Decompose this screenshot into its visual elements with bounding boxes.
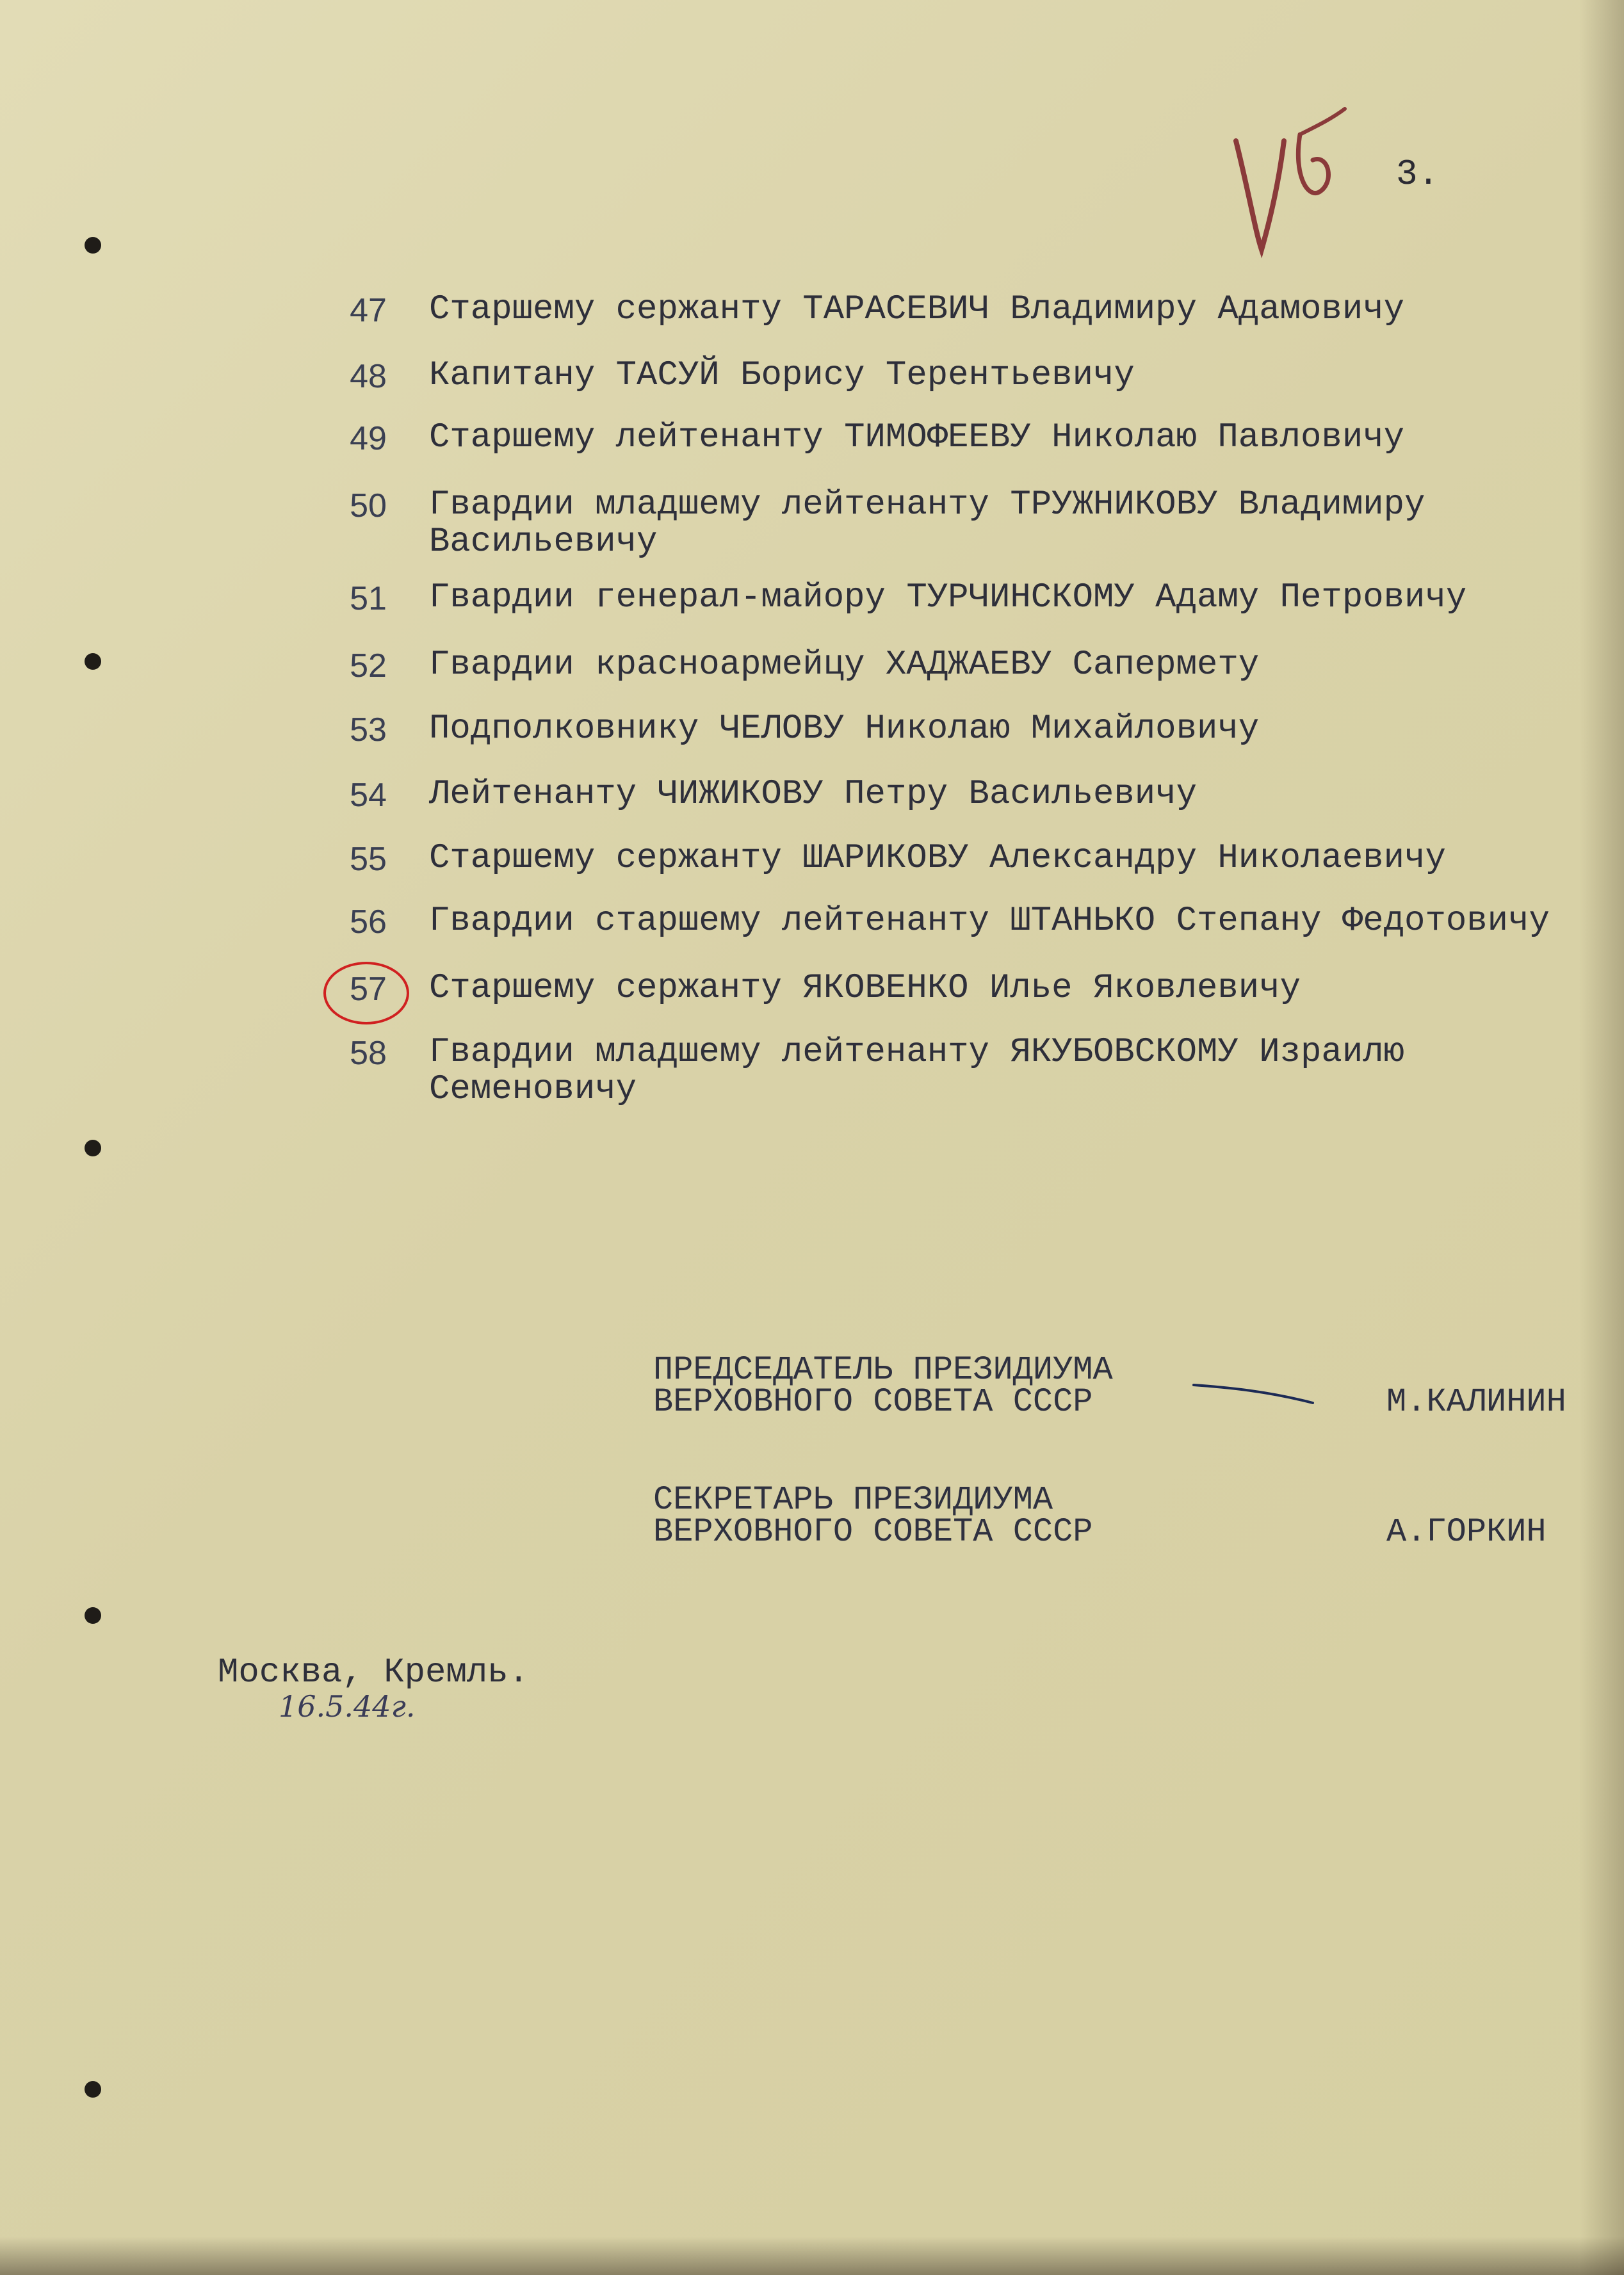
binder-hole — [85, 1140, 101, 1156]
entry-text: Гвардии старшему лейтенанту ШТАНЬКО Степану Федотовичу — [429, 902, 1550, 941]
entry-text: Гвардии генерал-майору ТУРЧИНСКОМУ Адаму Петровичу — [429, 578, 1467, 617]
binder-hole — [85, 237, 101, 254]
page-edge-shadow — [1579, 0, 1624, 2275]
entry-number: 49 — [350, 420, 387, 457]
entry-text: Гвардии младшему лейтенанту ТРУЖНИКОВУ Владимиру Васильевичу — [429, 485, 1425, 562]
entry-text: Старшему сержанту ЯКОВЕНКО Илье Яковлевичу — [429, 969, 1301, 1008]
entry-text: Гвардии красноармейцу ХАДЖАЕВУ Сапермету — [429, 645, 1260, 684]
entry-number: 57 — [350, 971, 387, 1008]
entry-number: 56 — [350, 903, 387, 941]
entry-number: 50 — [350, 487, 387, 524]
binder-hole — [85, 1607, 101, 1624]
entry-text: Подполковнику ЧЕЛОВУ Николаю Михайловичу — [429, 709, 1260, 749]
entry-text: Старшему сержанту ТАРАСЕВИЧ Владимиру Адамовичу — [429, 290, 1405, 329]
binder-hole — [85, 2081, 101, 2098]
entry-text: Капитану ТАСУЙ Борису Терентьевичу — [429, 356, 1135, 395]
handwritten-date: 16.5.44г. — [279, 1689, 416, 1724]
signature-name: М.КАЛИНИН — [1386, 1383, 1566, 1421]
page-number: 3. — [1396, 154, 1440, 195]
entry-text: Гвардии младшему лейтенанту ЯКУБОВСКОМУ Израилю Семеновичу — [429, 1033, 1405, 1109]
entry-text: Старшему сержанту ШАРИКОВУ Александру Николаевичу — [429, 839, 1446, 878]
entry-number: 47 — [350, 292, 387, 329]
entry-number: 55 — [350, 841, 387, 878]
entry-number: 52 — [350, 647, 387, 684]
binder-hole — [85, 653, 101, 670]
entry-number: 58 — [350, 1035, 387, 1072]
signature-name: А.ГОРКИН — [1386, 1513, 1547, 1551]
handwritten-check-mark — [1223, 96, 1351, 263]
signature-stroke — [1191, 1380, 1319, 1405]
entry-number: 54 — [350, 777, 387, 814]
entry-text: Лейтенанту ЧИЖИКОВУ Петру Васильевичу — [429, 775, 1197, 814]
signature-title: ПРЕДСЕДАТЕЛЬ ПРЕЗИДИУМА ВЕРХОВНОГО СОВЕТА СССР — [653, 1351, 1113, 1421]
entry-text: Старшему лейтенанту ТИМОФЕЕВУ Николаю Павловичу — [429, 418, 1405, 457]
place-line: Москва, Кремль. — [218, 1653, 530, 1692]
page-bottom-shadow — [0, 2237, 1624, 2275]
entry-number: 48 — [350, 358, 387, 395]
red-circle-annotation — [323, 962, 409, 1024]
signature-title: СЕКРЕТАРЬ ПРЕЗИДИУМА ВЕРХОВНОГО СОВЕТА СССР — [653, 1481, 1093, 1551]
entry-number: 51 — [350, 580, 387, 617]
entry-number: 53 — [350, 711, 387, 749]
